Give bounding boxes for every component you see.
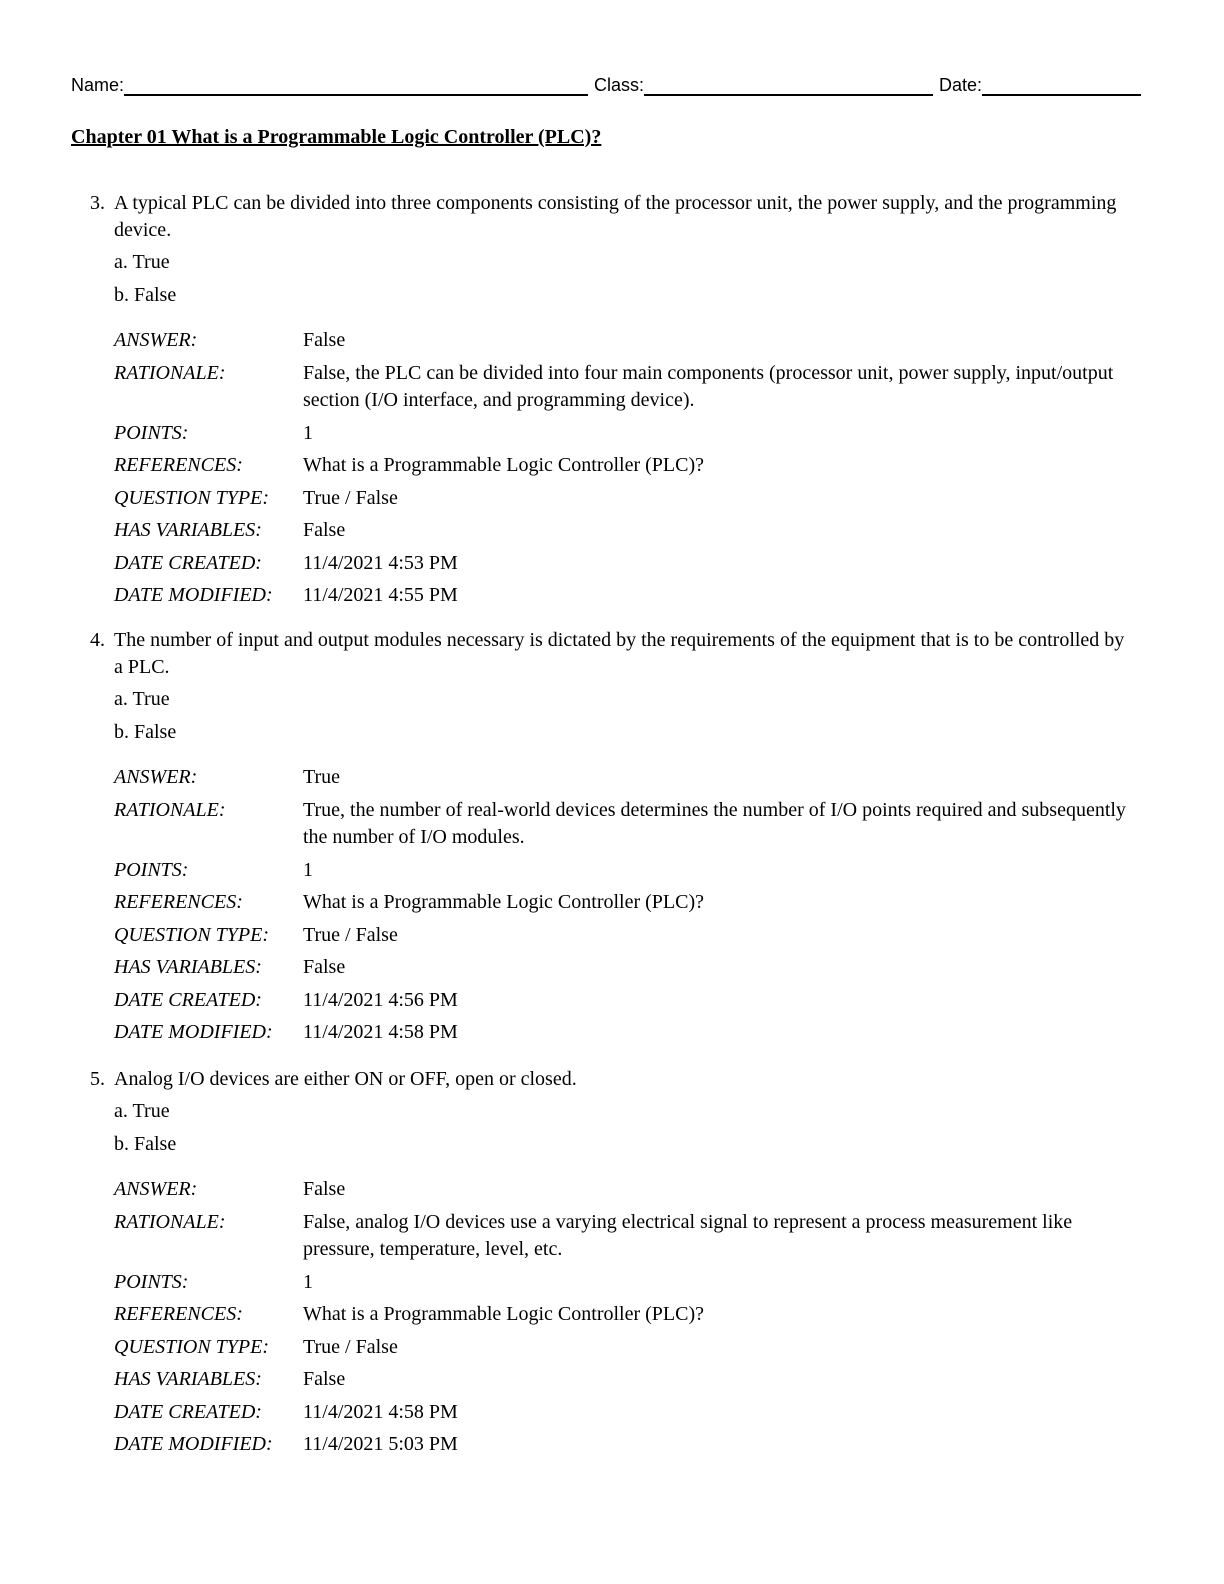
name-label: Name: <box>71 75 125 95</box>
question-type-value: True / False <box>303 923 398 946</box>
references-row <box>114 452 1131 485</box>
answer-label: ANSWER: <box>114 329 198 351</box>
date-created-value: 11/4/2021 4:58 PM <box>303 1400 458 1423</box>
has-variables-value: False <box>303 519 346 541</box>
date-created-row <box>114 1399 1131 1432</box>
date-modified-value: 11/4/2021 4:55 PM <box>303 584 458 606</box>
question-type-row <box>114 922 1131 955</box>
references-value: What is a Programmable Logic Controller (PLC)? <box>303 891 705 913</box>
class-label: Class: <box>594 75 645 95</box>
date-created-value: 11/4/2021 4:53 PM <box>303 551 458 574</box>
question-text: The number of input and output modules necessary is dictated by the requirements of the equipment that is to be controlled by a PLC. <box>114 629 1125 678</box>
choice-list <box>71 247 1131 313</box>
question-number: 5. <box>90 1068 105 1090</box>
date-modified-value: 11/4/2021 5:03 PM <box>303 1433 458 1455</box>
choice-false[interactable]: b. False <box>114 721 177 743</box>
rationale-value: True, the number of real-world devices determines the number of I/O points required and subsequently the number of I/O modules. <box>303 798 1126 848</box>
has-variables-label: HAS VARIABLES: <box>114 519 262 541</box>
has-variables-row <box>114 954 1131 987</box>
choice-false[interactable]: b. False <box>114 1133 177 1155</box>
question-stem <box>71 190 1131 244</box>
answer-metadata <box>71 764 1131 1052</box>
question-type-row <box>114 1334 1131 1367</box>
date-modified-label: DATE MODIFIED: <box>114 1021 273 1043</box>
question-text: A typical PLC can be divided into three components consisting of the processor unit, the power supply, and the programming device. <box>114 192 1117 241</box>
date-created-label: DATE CREATED: <box>114 988 262 1011</box>
has-variables-value: False <box>303 1368 346 1390</box>
rationale-row <box>114 797 1131 857</box>
rationale-label: RATIONALE: <box>114 798 226 821</box>
references-label: REFERENCES: <box>114 891 243 913</box>
question-item <box>71 190 1131 615</box>
date-field[interactable] <box>939 72 1141 96</box>
has-variables-row <box>114 1366 1131 1399</box>
choice-false[interactable]: b. False <box>114 284 177 306</box>
rationale-value: False, analog I/O devices use a varying electrical signal to represent a process measurement like pressure, temperature, level, etc. <box>303 1210 1073 1260</box>
question-type-label: QUESTION TYPE: <box>114 1335 270 1358</box>
date-blank-line[interactable] <box>982 72 1141 96</box>
rationale-value: False, the PLC can be divided into four main components (processor unit, power supply, input/output section (I/O interface, and programming device). <box>303 361 1114 411</box>
answer-label: ANSWER: <box>114 1178 198 1200</box>
date-modified-row <box>114 1431 1131 1464</box>
choice-true[interactable]: a. True <box>114 1100 170 1122</box>
question-item <box>71 1066 1131 1464</box>
question-type-label: QUESTION TYPE: <box>114 923 270 946</box>
points-label: POINTS: <box>114 421 189 444</box>
rationale-row <box>114 360 1131 420</box>
references-row <box>114 1301 1131 1334</box>
answer-value: False <box>303 329 346 351</box>
answer-label: ANSWER: <box>114 766 198 788</box>
references-row <box>114 889 1131 922</box>
answer-metadata <box>71 1176 1131 1464</box>
points-label: POINTS: <box>114 858 189 881</box>
has-variables-value: False <box>303 956 346 978</box>
choice-list <box>71 1096 1131 1162</box>
answer-value: False <box>303 1178 346 1200</box>
rationale-row <box>114 1209 1131 1269</box>
question-number: 3. <box>90 192 105 214</box>
points-row <box>114 420 1131 453</box>
references-label: REFERENCES: <box>114 454 243 476</box>
class-field[interactable] <box>594 72 933 96</box>
has-variables-label: HAS VARIABLES: <box>114 1368 262 1390</box>
has-variables-label: HAS VARIABLES: <box>114 956 262 978</box>
name-blank-line[interactable] <box>124 72 588 96</box>
date-modified-row <box>114 1019 1131 1052</box>
question-item <box>71 627 1131 1052</box>
rationale-label: RATIONALE: <box>114 361 226 384</box>
chapter-title: Chapter 01 What is a Programmable Logic Controller (PLC)? <box>71 126 602 148</box>
date-modified-row <box>114 582 1131 615</box>
date-created-label: DATE CREATED: <box>114 551 262 574</box>
answer-row <box>114 327 1131 360</box>
answer-value: True <box>303 766 341 788</box>
choice-true[interactable]: a. True <box>114 251 170 273</box>
date-created-value: 11/4/2021 4:56 PM <box>303 988 458 1011</box>
question-stem <box>71 1066 1131 1093</box>
question-type-value: True / False <box>303 486 398 509</box>
choice-true[interactable]: a. True <box>114 688 170 710</box>
date-created-row <box>114 550 1131 583</box>
date-created-label: DATE CREATED: <box>114 1400 262 1423</box>
question-type-label: QUESTION TYPE: <box>114 486 270 509</box>
date-modified-value: 11/4/2021 4:58 PM <box>303 1021 458 1043</box>
references-value: What is a Programmable Logic Controller (PLC)? <box>303 1303 705 1325</box>
references-value: What is a Programmable Logic Controller (PLC)? <box>303 454 705 476</box>
class-blank-line[interactable] <box>644 72 933 96</box>
points-value: 1 <box>303 858 313 881</box>
date-label: Date: <box>939 75 983 95</box>
rationale-label: RATIONALE: <box>114 1210 226 1233</box>
points-label: POINTS: <box>114 1270 189 1293</box>
header-fields <box>71 72 1141 98</box>
points-value: 1 <box>303 421 313 444</box>
choice-list <box>71 684 1131 750</box>
has-variables-row <box>114 517 1131 550</box>
points-row <box>114 1269 1131 1302</box>
question-type-row <box>114 485 1131 518</box>
question-text: Analog I/O devices are either ON or OFF, open or closed. <box>114 1068 577 1090</box>
question-type-value: True / False <box>303 1335 398 1358</box>
answer-row <box>114 764 1131 797</box>
answer-row <box>114 1176 1131 1209</box>
points-row <box>114 857 1131 890</box>
question-number: 4. <box>90 629 105 651</box>
points-value: 1 <box>303 1270 313 1293</box>
date-modified-label: DATE MODIFIED: <box>114 1433 273 1455</box>
date-created-row <box>114 987 1131 1020</box>
name-field[interactable] <box>71 72 588 96</box>
references-label: REFERENCES: <box>114 1303 243 1325</box>
answer-metadata <box>71 327 1131 615</box>
date-modified-label: DATE MODIFIED: <box>114 584 273 606</box>
question-stem <box>71 627 1131 681</box>
